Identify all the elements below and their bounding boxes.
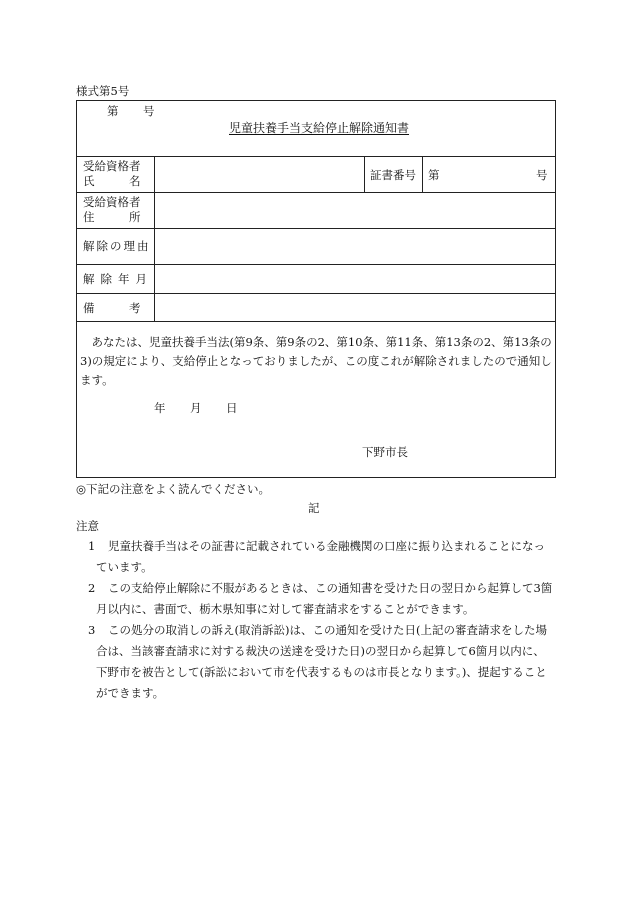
- note-text: 児童扶養手当はその証書に記載されている金融機関の口座に振り込まれることになっています。: [96, 539, 545, 574]
- certificate-number-prefix: 第: [428, 168, 440, 182]
- note-item: [76, 620, 556, 704]
- note-item: [76, 536, 556, 578]
- note-number: 2: [88, 581, 96, 595]
- read-notice-line: ◎下記の注意をよく読んでください。: [76, 482, 271, 496]
- notes-heading: 注意: [76, 519, 99, 533]
- certificate-number-suffix: 号: [536, 168, 548, 182]
- note-item: [76, 578, 556, 620]
- issue-date-day: 日: [226, 401, 238, 415]
- certificate-number-label: 証書番号: [370, 168, 416, 182]
- ki-heading: 記: [308, 501, 320, 515]
- issuer-name: 下野市長: [362, 445, 408, 459]
- document-number-prefix: 第: [107, 104, 119, 118]
- notes-list: [76, 536, 556, 704]
- document-title: 児童扶養手当支給停止解除通知書: [229, 121, 410, 135]
- issue-date-year: 年: [154, 401, 166, 415]
- release-reason-label: 解除の理由: [83, 239, 151, 253]
- recipient-name-label: 受給資格者 氏 名: [83, 159, 141, 188]
- recipient-address-label: 受給資格者 住 所: [83, 195, 141, 224]
- note-number: 3: [88, 623, 96, 637]
- release-date-label: 解除年月: [83, 272, 153, 286]
- notice-paragraph: あなたは、児童扶養手当法(第9条、第9条の2、第10条、第11条、第13条の2、第13条の3)の規定により、支給停止となっておりましたが、この度これが解除されましたので通知します。: [80, 335, 552, 387]
- notice-form-table: [76, 100, 556, 478]
- note-number: 1: [88, 539, 96, 553]
- issue-date-month: 月: [190, 401, 202, 415]
- remarks-label: 備 考: [83, 301, 141, 315]
- document-number-suffix: 号: [143, 104, 155, 118]
- note-text: この処分の取消しの訴え(取消訴訟)は、この通知を受けた日(上記の審査請求をした場合は、当該審査請求に対する裁決の送達を受けた日)の翌日から起算して6箇月以内に、下野市を被告として(訴訟において市を代表するものは市長となります。)、提起することができます。: [96, 623, 547, 700]
- note-text: この支給停止解除に不服があるときは、この通知書を受けた日の翌日から起算して3箇月以内に、書面で、栃木県知事に対して審査請求をすることができます。: [96, 581, 553, 616]
- form-number-label: 様式第5号: [76, 84, 130, 98]
